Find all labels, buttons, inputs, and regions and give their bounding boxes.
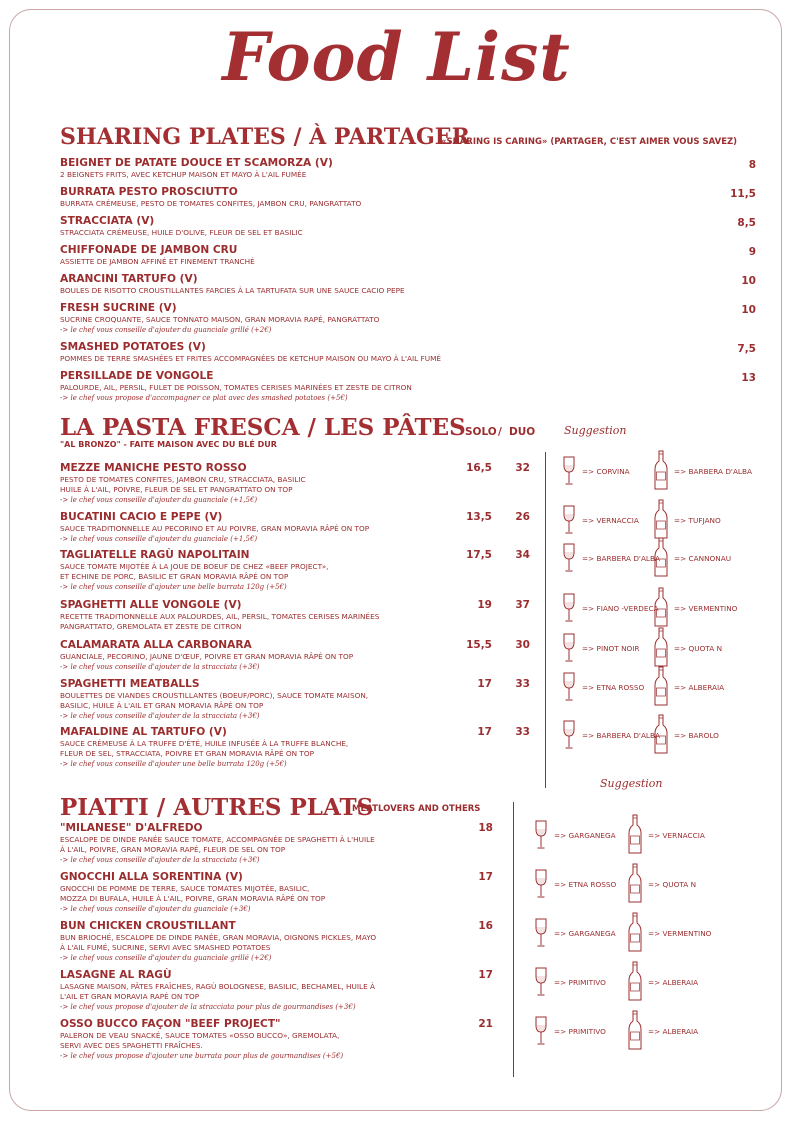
- pasta-item: [60, 599, 460, 632]
- item-name: BUCATINI CACIO E PEPE (V): [60, 511, 223, 523]
- item-name: GNOCCHI ALLA SORENTINA (V): [60, 871, 243, 883]
- sharing-item: [60, 341, 700, 364]
- chef-note: -> le chef vous propose d'ajouter de la stracciata pour plus de gourmandises (+3€): [60, 1003, 356, 1011]
- chef-note: -> le chef vous conseille d'ajouter de la stracciata (+3€): [60, 712, 260, 720]
- item-description: GNOCCHI DE POMME DE TERRE, SAUCE TOMATES MIJOTÉE, BASILIC, MOZZA DI BUFALA, HUILE À L'AIL, POIVRE, GRAN MORAVIA RÂPÉ ON TOP: [60, 884, 326, 903]
- piatti-section-note: MEATLOVERS AND OTHERS: [352, 804, 481, 814]
- wine-pairing: [562, 589, 782, 627]
- chef-note: -> le chef vous conseille d'ajouter du guanciale grillé (+2€): [60, 954, 272, 962]
- pasta-item: [60, 678, 460, 721]
- wine-bottle-icon: [652, 537, 670, 577]
- pasta-item: [60, 511, 460, 544]
- wine-suggestion-1: => BARBERA D'ALBA: [582, 554, 660, 563]
- pasta-item: [60, 549, 460, 592]
- wine-glass-icon: [562, 505, 576, 535]
- item-name: ARANCINI TARTUFO (V): [60, 273, 198, 285]
- piatti-divider: [513, 802, 514, 1077]
- wine-bottle-icon: [626, 863, 644, 903]
- wine-pairing: [562, 668, 782, 706]
- sharing-item: [60, 370, 700, 403]
- wine-suggestion-1: => GARGANEGA: [554, 929, 616, 938]
- sharing-item: [60, 186, 700, 209]
- chef-note: -> le chef vous conseille d'ajouter une belle burrata 120g (+5€): [60, 583, 287, 591]
- item-description: BOULES DE RISOTTO CROUSTILLANTES FARCIES À LA TARTUFATA SUR UNE SAUCE CACIO PEPE: [60, 286, 405, 295]
- wine-pairing: [562, 539, 782, 577]
- wine-suggestion-1: => CORVINA: [582, 467, 630, 476]
- item-description: BURRATA CRÉMEUSE, PESTO DE TOMATES CONFITES, JAMBON CRU, PANGRATTATO: [60, 199, 362, 208]
- wine-pairing: [562, 629, 782, 667]
- wine-suggestion-2: => VERNACCIA: [648, 831, 705, 840]
- duo-price: 34: [515, 549, 530, 561]
- item-description: GUANCIALE, PECORINO, JAUNE D'ŒUF, POIVRE ET GRAN MORAVIA RÂPÉ ON TOP: [60, 652, 354, 661]
- piatti-item: [60, 871, 480, 914]
- duo-price: 33: [515, 726, 530, 738]
- wine-suggestion-2: => CANNONAU: [674, 554, 732, 563]
- piatti-item: [60, 1018, 480, 1061]
- wine-glass-icon: [534, 869, 548, 899]
- wine-pairing: [562, 452, 782, 490]
- item-name: SMASHED POTATOES (V): [60, 341, 206, 353]
- item-price: 10: [741, 304, 756, 316]
- wine-pairing: [534, 963, 754, 1001]
- pasta-item: [60, 462, 460, 505]
- item-description: 2 BEIGNETS FRITS, AVEC KETCHUP MAISON ET MAYO À L'AIL FUMÉE: [60, 170, 307, 179]
- item-price: 13: [741, 372, 756, 384]
- item-name: PERSILLADE DE VONGOLE: [60, 370, 214, 382]
- wine-bottle-icon: [652, 666, 670, 706]
- item-name: LASAGNE AL RAGÙ: [60, 969, 172, 981]
- item-description: PESTO DE TOMATES CONFITES, JAMBON CRU, STRACCIATA, BASILIC HUILE À L'AIL, POIVRE, FLEUR DE SEL ET PANGRATTATO ON TOP: [60, 475, 306, 494]
- wine-bottle-icon: [626, 961, 644, 1001]
- item-description: SAUCE TOMATE MIJOTÉE À LA JOUE DE BOEUF DE CHEZ «BEEF PROJECT», ET ECHINE DE PORC, BASILIC ET GRAN MORAVIA RÂPÉ ON TOP: [60, 562, 329, 581]
- solo-price: 15,5: [466, 639, 492, 651]
- item-name: FRESH SUCRINE (V): [60, 302, 177, 314]
- item-name: OSSO BUCCO FAÇON "BEEF PROJECT": [60, 1018, 281, 1030]
- solo-price: 17,5: [466, 549, 492, 561]
- wine-bottle-icon: [626, 814, 644, 854]
- col-header-sep: /: [498, 426, 502, 438]
- wine-suggestion-2: => QUOTA N: [674, 644, 723, 653]
- wine-suggestion-1: => PRIMITIVO: [554, 978, 606, 987]
- item-price: 10: [741, 275, 756, 287]
- duo-price: 33: [515, 678, 530, 690]
- wine-suggestion-1: => ETNA ROSSO: [554, 880, 617, 889]
- item-name: BEIGNET DE PATATE DOUCE ET SCAMORZA (V): [60, 157, 333, 169]
- wine-suggestion-2: => QUOTA N: [648, 880, 697, 889]
- sharing-item: [60, 244, 700, 267]
- wine-pairing: [534, 816, 754, 854]
- pasta-item: [60, 726, 460, 769]
- wine-suggestion-1: => GARGANEGA: [554, 831, 616, 840]
- item-name: STRACCIATA (V): [60, 215, 155, 227]
- solo-price: 17: [477, 678, 492, 690]
- item-name: CALAMARATA ALLA CARBONARA: [60, 639, 252, 651]
- wine-glass-icon: [534, 820, 548, 850]
- wine-suggestion-2: => BAROLO: [674, 731, 719, 740]
- piatti-item: [60, 969, 480, 1012]
- piatti-suggestion-label: Suggestion: [600, 777, 663, 790]
- wine-pairing: [534, 865, 754, 903]
- wine-glass-icon: [562, 633, 576, 663]
- page-title: Food List: [222, 18, 571, 96]
- item-price: 21: [478, 1018, 493, 1030]
- wine-suggestion-2: => VERMENTINO: [674, 604, 738, 613]
- wine-suggestion-2: => BARBERA D'ALBA: [674, 467, 752, 476]
- wine-bottle-icon: [652, 714, 670, 754]
- piatti-item: [60, 822, 480, 865]
- item-description: SUCRINE CROQUANTE, SAUCE TONNATO MAISON, GRAN MORAVIA RAPÉ, PANGRATTATO: [60, 315, 380, 324]
- wine-bottle-icon: [626, 912, 644, 952]
- item-description: LASAGNE MAISON, PÂTES FRAÎCHES, RAGÙ BOLOGNESE, BASILIC, BECHAMEL, HUILE À L'AIL ET GRAN MORAVIA RAPÉ ON TOP: [60, 982, 375, 1001]
- pasta-item: [60, 639, 460, 672]
- duo-price: 26: [515, 511, 530, 523]
- col-header-solo: SOLO: [465, 426, 497, 438]
- piatti-section-title: PIATTI / AUTRES PLATS: [60, 794, 374, 821]
- wine-suggestion-2: => VERMENTINO: [648, 929, 712, 938]
- wine-bottle-icon: [652, 450, 670, 490]
- wine-glass-icon: [562, 672, 576, 702]
- chef-note: -> le chef vous conseille d'ajouter du guanciale (+3€): [60, 905, 251, 913]
- chef-note: -> le chef vous conseille d'ajouter une belle burrata 120g (+5€): [60, 760, 287, 768]
- sharing-section-note: «SHARING IS CARING» (PARTAGER, C'EST AIMER VOUS SAVEZ): [441, 137, 738, 147]
- item-description: SAUCE TRADITIONNELLE AU PECORINO ET AU POIVRE, GRAN MORAVIA RÂPÉ ON TOP: [60, 524, 370, 533]
- col-header-duo: DUO: [509, 426, 536, 438]
- duo-price: 32: [515, 462, 530, 474]
- wine-bottle-icon: [626, 1010, 644, 1050]
- wine-glass-icon: [562, 593, 576, 623]
- item-price: 17: [478, 871, 493, 883]
- solo-price: 17: [477, 726, 492, 738]
- item-name: SPAGHETTI MEATBALLS: [60, 678, 200, 690]
- item-name: MAFALDINE AL TARTUFO (V): [60, 726, 227, 738]
- wine-suggestion-1: => BARBERA D'ALBA: [582, 731, 660, 740]
- item-price: 7,5: [737, 343, 756, 355]
- item-description: PALERON DE VEAU SNACKÉ, SAUCE TOMATES «OSSO BUCCO», GREMOLATA, SERVI AVEC DES SPAGHETTI FRAÎCHES.: [60, 1031, 340, 1050]
- wine-pairing: [562, 501, 782, 539]
- chef-note: -> le chef vous conseille d'ajouter du guanciale grillé (+2€): [60, 326, 272, 334]
- chef-note: -> le chef vous conseille d'ajouter du guanciale (+1,5€): [60, 535, 258, 543]
- wine-glass-icon: [562, 456, 576, 486]
- chef-note: -> le chef vous conseille d'ajouter du guanciale (+1,5€): [60, 496, 258, 504]
- item-price: 8,5: [737, 217, 756, 229]
- piatti-item: [60, 920, 480, 963]
- sharing-item: [60, 157, 700, 180]
- item-name: TAGLIATELLE RAGÙ NAPOLITAIN: [60, 549, 250, 561]
- item-price: 17: [478, 969, 493, 981]
- sharing-item: [60, 215, 700, 238]
- item-description: POMMES DE TERRE SMASHÉES ET FRITES ACCOMPAGNÉES DE KETCHUP MAISON OU MAYO À L'AIL FUMÉ: [60, 354, 442, 363]
- chef-note: -> le chef vous conseille d'ajouter de la stracciata (+3€): [60, 856, 260, 864]
- item-description: ASSIETTE DE JAMBON AFFINÉ ET FINEMENT TRANCHÉ: [60, 257, 255, 266]
- item-price: 11,5: [730, 188, 756, 200]
- item-name: SPAGHETTI ALLE VONGOLE (V): [60, 599, 242, 611]
- wine-pairing: [534, 914, 754, 952]
- chef-note: -> le chef vous propose d'ajouter une burrata pour plus de gourmandises (+5€): [60, 1052, 344, 1060]
- wine-pairing: [534, 1012, 754, 1050]
- wine-glass-icon: [534, 1016, 548, 1046]
- duo-price: 37: [515, 599, 530, 611]
- wine-bottle-icon: [652, 587, 670, 627]
- wine-pairing: [562, 716, 782, 754]
- wine-suggestion-1: => ETNA ROSSO: [582, 683, 645, 692]
- item-description: SAUCE CRÉMEUSE À LA TRUFFE D'ÉTÉ, HUILE INFUSÉE À LA TRUFFE BLANCHE, FLEUR DE SEL, STRACCIATA, POIVRE ET GRAN MORAVIA RÂPÉ ON TOP: [60, 739, 349, 758]
- item-price: 9: [748, 246, 756, 258]
- wine-glass-icon: [562, 720, 576, 750]
- item-description: PALOURDE, AIL, PERSIL, FULET DE POISSON, TOMATES CERISES MARINÉES ET ZESTE DE CITRON: [60, 383, 412, 392]
- pasta-section-subtitle: "AL BRONZO" - FAITE MAISON AVEC DU BLÉ DUR: [60, 440, 277, 449]
- wine-glass-icon: [562, 543, 576, 573]
- chef-note: -> le chef vous conseille d'ajouter de la stracciata (+3€): [60, 663, 260, 671]
- item-description: BUN BRIOCHÉ, ESCALOPE DE DINDE PANÉE, GRAN MORAVIA, OIGNONS PICKLES, MAYO À L'AIL FUMÉ, SUCRINE, SERVI AVEC SMASHED POTATOES: [60, 933, 377, 952]
- item-description: ESCALOPE DE DINDE PANÉE SAUCE TOMATE, ACCOMPAGNÉE DE SPAGHETTI À L'HUILE À L'AIL, POIVRE, GRAN MORAVIA RAPÉ, FLEUR DE SEL ON TOP: [60, 835, 375, 854]
- item-description: RECETTE TRADITIONNELLE AUX PALOURDES, AIL, PERSIL, TOMATES CERISES MARINÉES PANGRATTATO, GREMOLATA ET ZESTE DE CITRON: [60, 612, 380, 631]
- item-price: 18: [478, 822, 493, 834]
- item-price: 8: [748, 159, 756, 171]
- wine-suggestion-2: => TUFJANO: [674, 516, 721, 525]
- wine-glass-icon: [534, 967, 548, 997]
- solo-price: 13,5: [466, 511, 492, 523]
- item-name: BURRATA PESTO PROSCIUTTO: [60, 186, 238, 198]
- sharing-item: [60, 302, 700, 335]
- wine-suggestion-1: => FIANO -VERDECA: [582, 604, 659, 613]
- pasta-suggestion-label: Suggestion: [564, 424, 627, 437]
- wine-suggestion-2: => ALBERAIA: [648, 978, 699, 987]
- item-name: "MILANESE" D'ALFREDO: [60, 822, 203, 834]
- chef-note: -> le chef vous propose d'accompagner ce plat avec des smashed potatoes (+5€): [60, 394, 348, 402]
- wine-suggestion-1: => VERNACCIA: [582, 516, 639, 525]
- wine-glass-icon: [534, 918, 548, 948]
- item-price: 16: [478, 920, 493, 932]
- duo-price: 30: [515, 639, 530, 651]
- sharing-item: [60, 273, 700, 296]
- wine-suggestion-2: => ALBERAIA: [674, 683, 725, 692]
- wine-bottle-icon: [652, 627, 670, 667]
- wine-bottle-icon: [652, 499, 670, 539]
- wine-suggestion-2: => ALBERAIA: [648, 1027, 699, 1036]
- pasta-section-title: LA PASTA FRESCA / LES PÂTES: [60, 414, 466, 441]
- sharing-section-title: SHARING PLATES / À PARTAGER: [60, 124, 470, 150]
- item-name: MEZZE MANICHE PESTO ROSSO: [60, 462, 247, 474]
- pasta-divider: [545, 452, 546, 788]
- item-description: BOULETTES DE VIANDES CROUSTILLANTES (BOEUF/PORC), SAUCE TOMATE MAISON, BASILIC, HUILE À L'AIL ET GRAN MORAVIA RÂPÉ ON TOP: [60, 691, 369, 710]
- wine-suggestion-1: => PINOT NOIR: [582, 644, 640, 653]
- solo-price: 16,5: [466, 462, 492, 474]
- item-name: BUN CHICKEN CROUSTILLANT: [60, 920, 236, 932]
- item-description: STRACCIATA CRÉMEUSE, HUILE D'OLIVE, FLEUR DE SEL ET BASILIC: [60, 228, 303, 237]
- wine-suggestion-1: => PRIMITIVO: [554, 1027, 606, 1036]
- item-name: CHIFFONADE DE JAMBON CRU: [60, 244, 238, 256]
- solo-price: 19: [477, 599, 492, 611]
